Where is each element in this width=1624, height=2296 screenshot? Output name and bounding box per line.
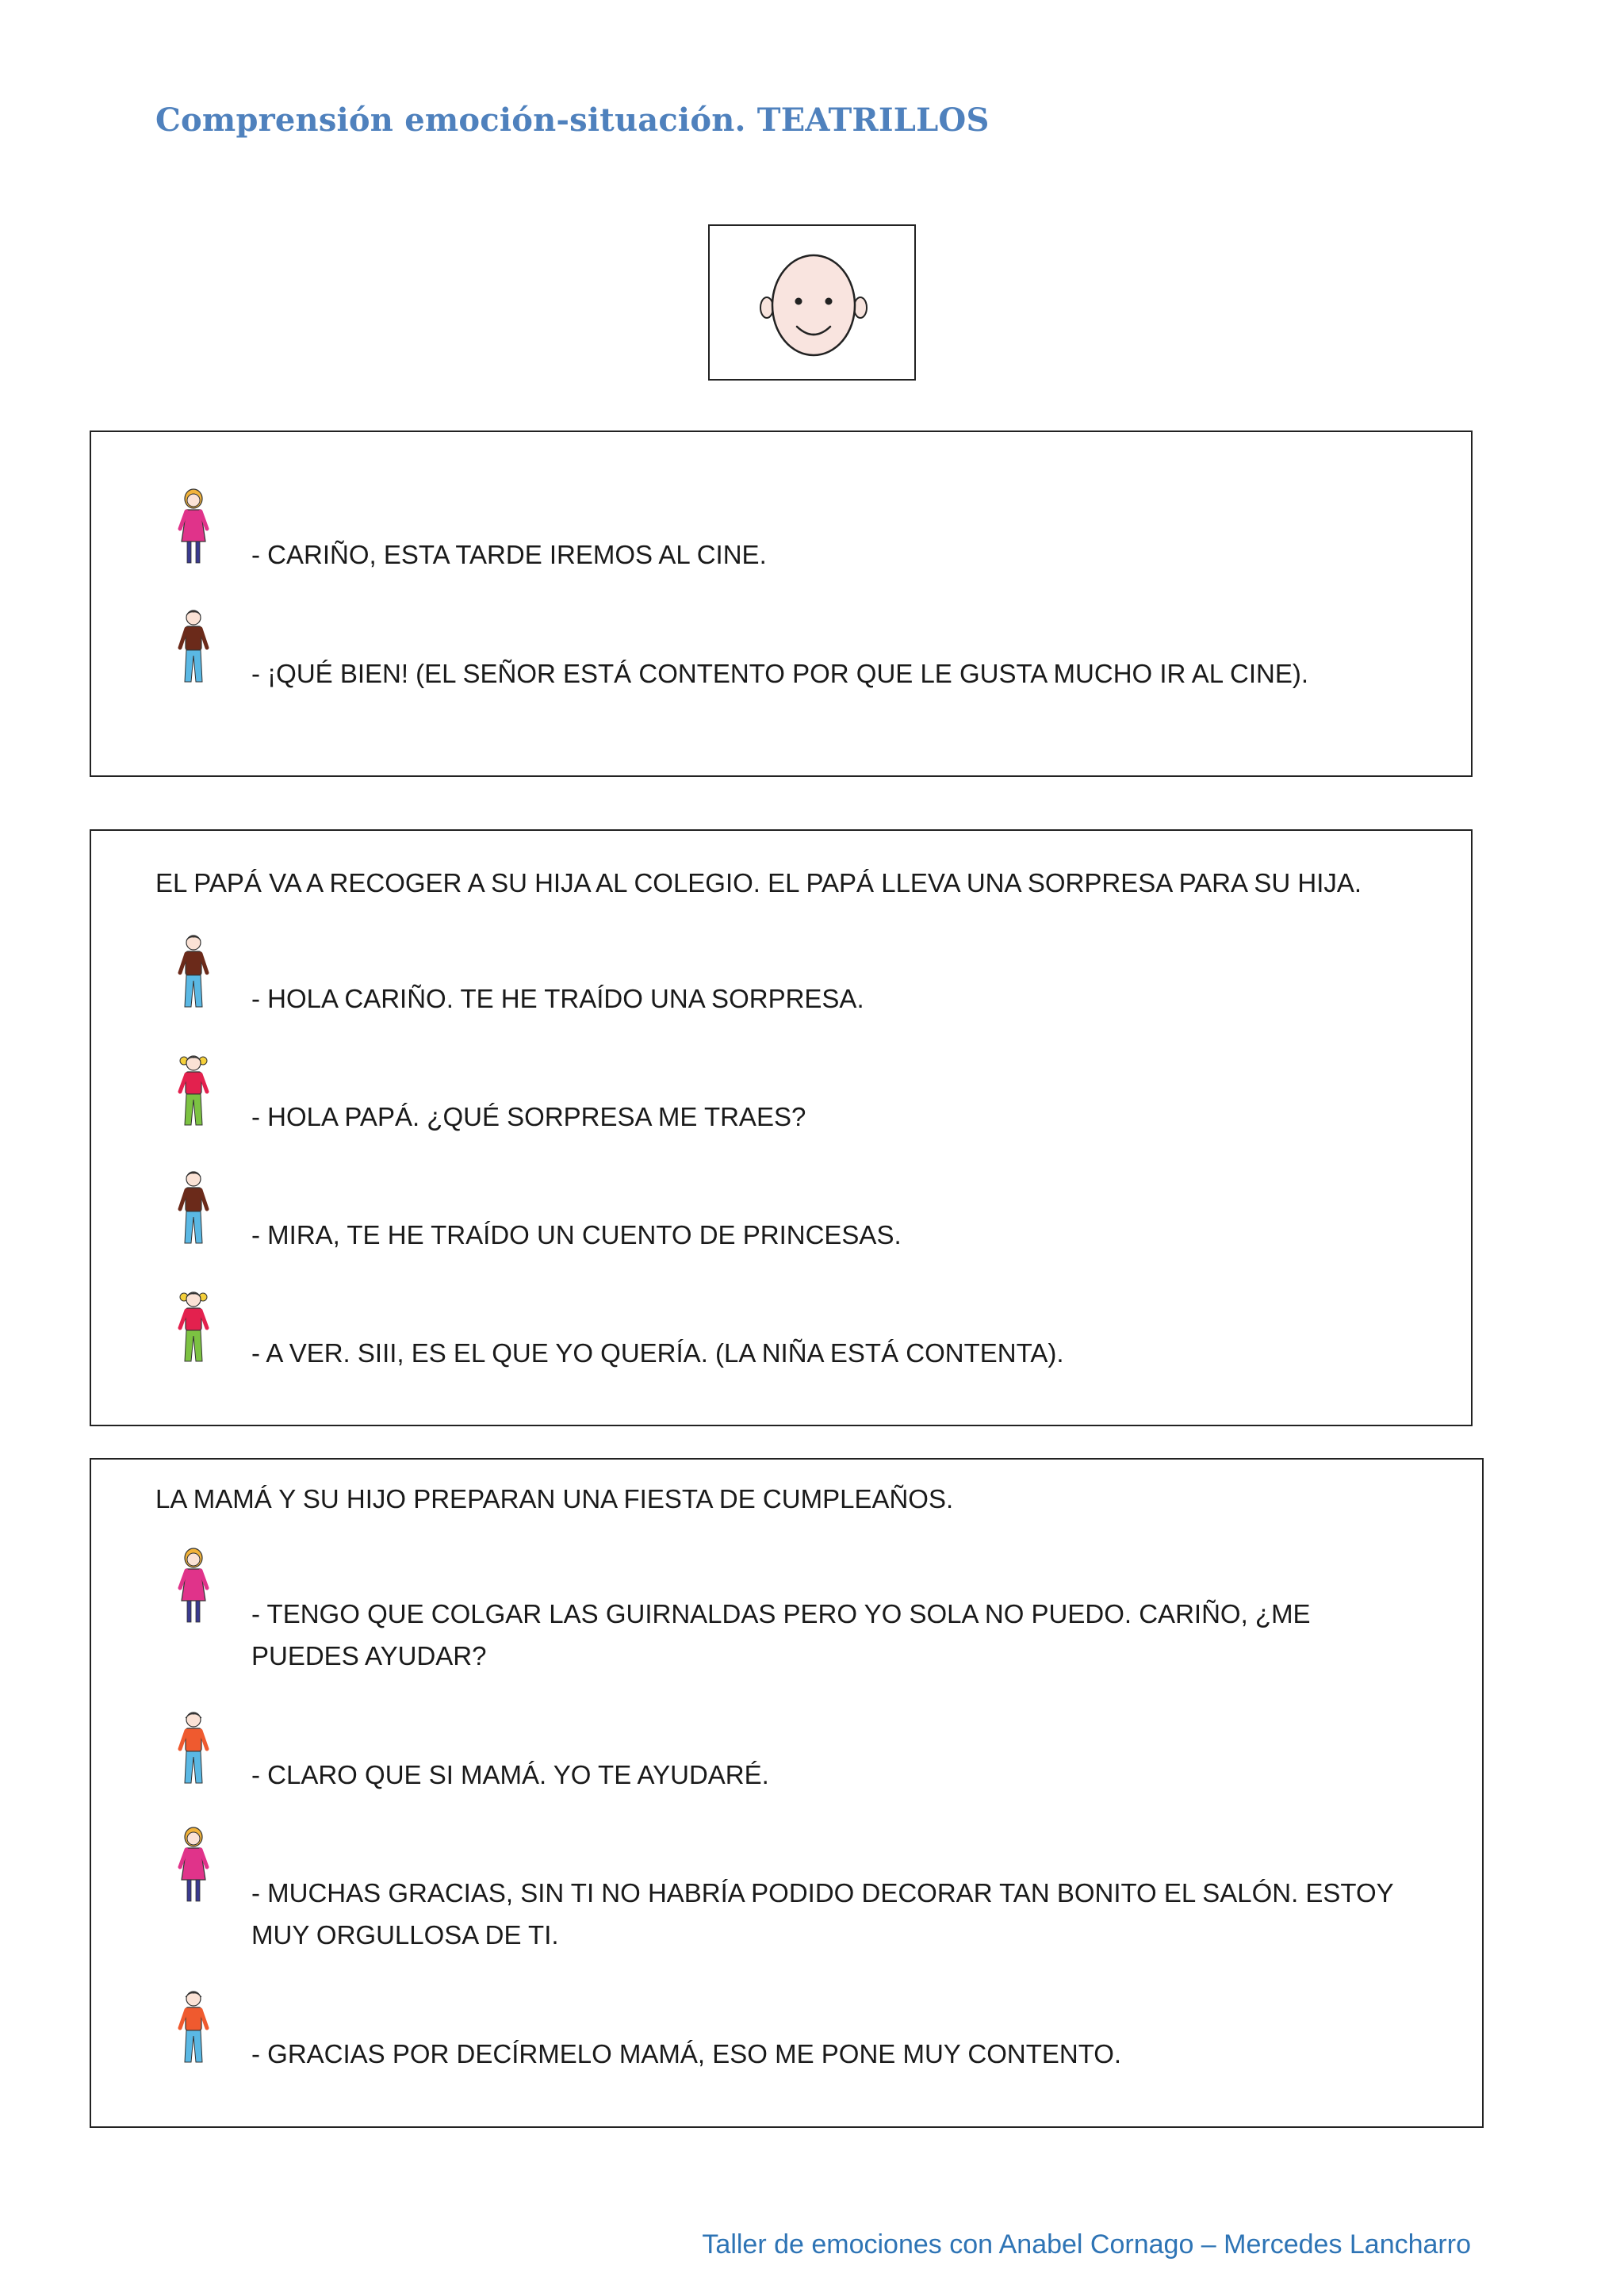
father-character-icon: [174, 607, 213, 686]
mother-character-icon: [174, 1826, 213, 1905]
dialogue-text: - CLARO QUE SI MAMÁ. YO TE AYUDARÉ.: [251, 1760, 769, 1789]
mother-character-icon: [174, 1547, 213, 1626]
girl-character-icon: [174, 1286, 213, 1365]
dialogue-text: - TENGO QUE COLGAR LAS GUIRNALDAS PERO YO SOLA NO PUEDO. CARIÑO, ¿ME PUEDES AYUDAR?: [251, 1599, 1311, 1670]
page-title: Comprensión emoción-situación. TEATRILLOS: [155, 101, 990, 139]
dialogue-text: - A VER. SIII, ES EL QUE YO QUERÍA. (LA NIÑA ESTÁ CONTENTA).: [251, 1338, 1064, 1368]
scene-2: [90, 829, 1473, 1426]
emotion-card: [708, 224, 916, 381]
scene-intro: LA MAMÁ Y SU HIJO PREPARAN UNA FIESTA DE CUMPLEAÑOS.: [155, 1484, 954, 1513]
girl-character-icon: [174, 1050, 213, 1129]
dialogue-text: - MIRA, TE HE TRAÍDO UN CUENTO DE PRINCESAS.: [251, 1220, 902, 1249]
father-character-icon: [174, 932, 213, 1011]
boy-character-icon: [174, 1987, 213, 2066]
dialogue-text: - ¡QUÉ BIEN! (EL SEÑOR ESTÁ CONTENTO POR QUE LE GUSTA MUCHO IR AL CINE).: [251, 659, 1309, 688]
dialogue-text: - CARIÑO, ESTA TARDE IREMOS AL CINE.: [251, 540, 767, 569]
father-character-icon: [174, 1168, 213, 1247]
boy-character-icon: [174, 1708, 213, 1787]
scene-1: [90, 430, 1473, 777]
happy-face-icon: [710, 226, 917, 382]
scene-3: [90, 1458, 1484, 2128]
footer-credit: Taller de emociones con Anabel Cornago – Mercedes Lancharro: [702, 2229, 1471, 2260]
dialogue-text: - GRACIAS POR DECÍRMELO MAMÁ, ESO ME PONE MUY CONTENTO.: [251, 2039, 1122, 2068]
dialogue-text: - MUCHAS GRACIAS, SIN TI NO HABRÍA PODIDO DECORAR TAN BONITO EL SALÓN. ESTOY MUY ORGULLOSA DE TI.: [251, 1878, 1394, 1950]
scene-intro: EL PAPÁ VA A RECOGER A SU HIJA AL COLEGIO. EL PAPÁ LLEVA UNA SORPRESA PARA SU HIJA.: [155, 868, 1362, 897]
dialogue-text: - HOLA PAPÁ. ¿QUÉ SORPRESA ME TRAES?: [251, 1102, 806, 1131]
mother-character-icon: [174, 488, 213, 567]
dialogue-text: - HOLA CARIÑO. TE HE TRAÍDO UNA SORPRESA.: [251, 984, 864, 1013]
